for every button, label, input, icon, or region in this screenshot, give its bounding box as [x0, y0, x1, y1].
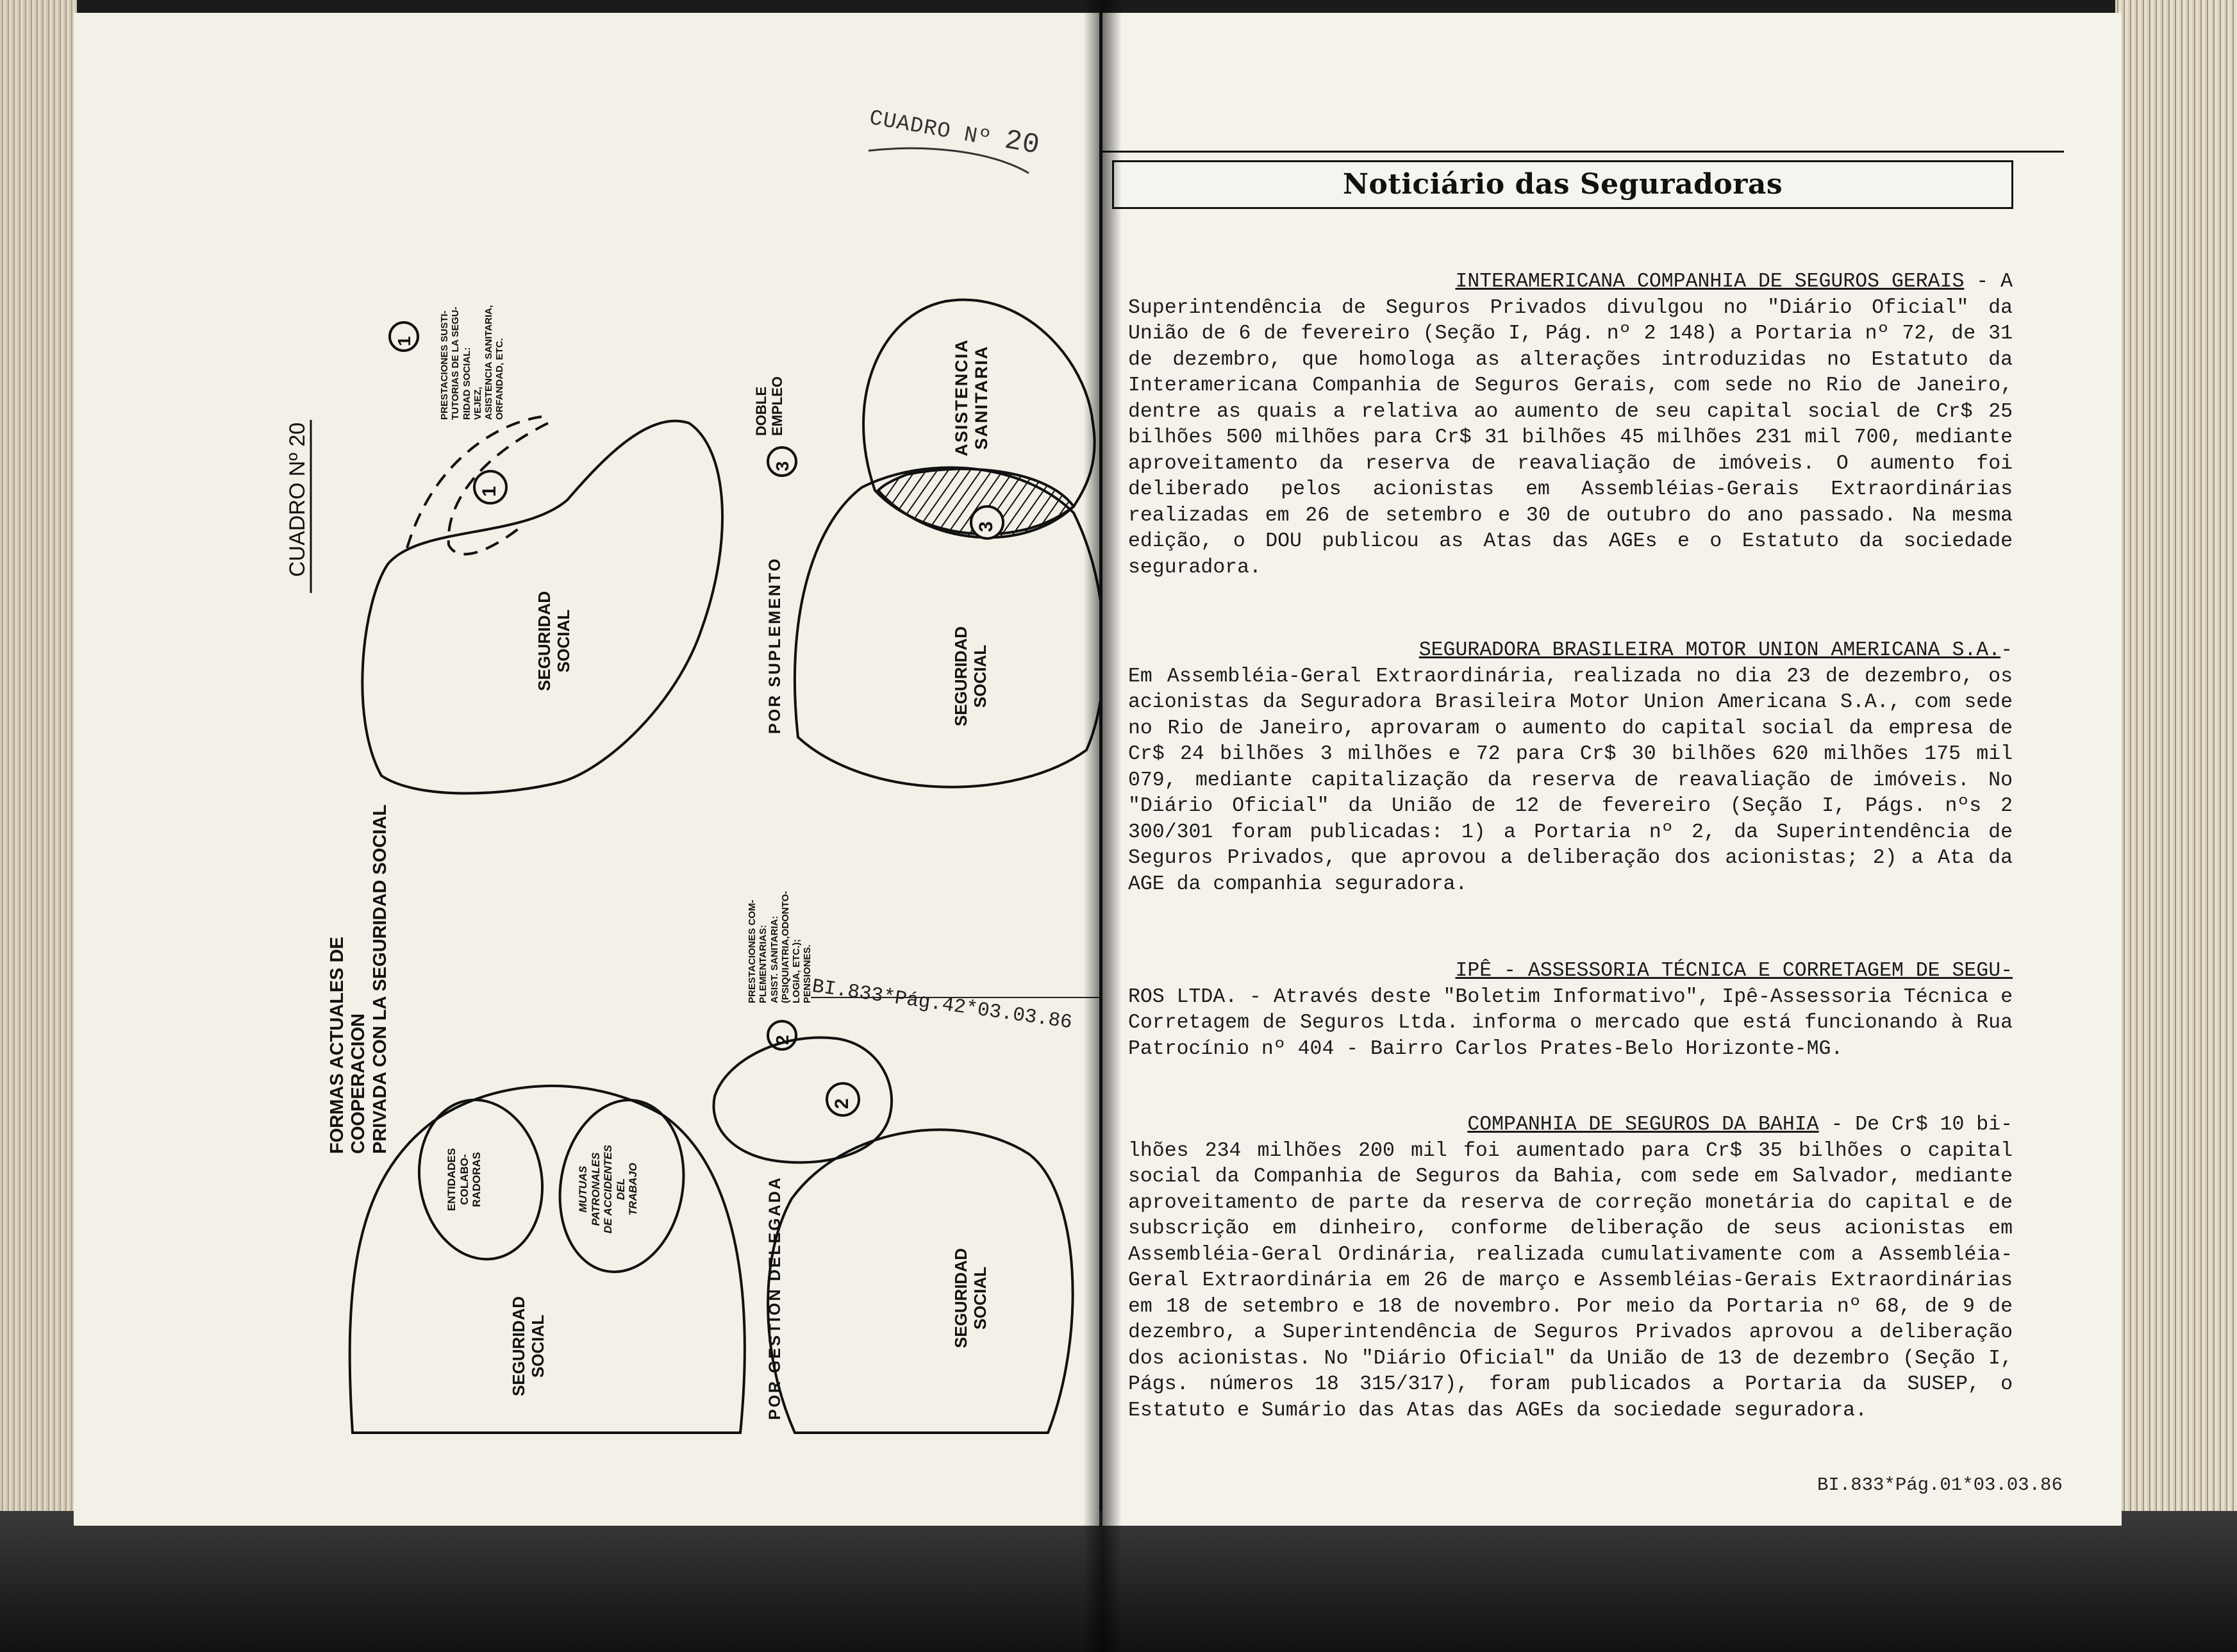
- title-line-2: PRIVADA CON LA SEGURIDAD SOCIAL: [369, 804, 390, 1154]
- article-interamericana: [1128, 269, 2013, 581]
- article-body: Em Assembléia-Geral Extraordinária, realizada no dia 23 de dezembro, os acionistas da Seguradora Brasileira Motor Union Americana S.A., com sede no Rio de Janeiro, aprovaram o aumento do capital social da empresa de Cr$ 24 bilhões 3 milhões e 72 para Cr$ 30 bilhões 620 milhões 175 mil 079, mediante capitalização da reserva de reavaliação de imóveis. No "Diário Oficial" da União de 12 de fevereiro (Seção I, Págs. nºs 2 300/301 foram publicadas: 1) a Portaria nº 2, da Superintendência de Seguros Privados, que aprovou a deliberação dos acionistas; 2) a Ata da AGE da companhia seguradora.: [1128, 665, 2013, 896]
- sustitutorias-cutout: [407, 417, 548, 554]
- article-body: Superintendência de Seguros Privados divulgou no "Diário Oficial" da União de 6 de fevereiro (Seção I, Pág. nº 2 148) a Portaria nº 72, de 31 de dezembro, que homologa as alterações introduzidas no Estatuto da Interamericana Companhia de Seguros Gerais, com sede no Rio de Janeiro, dentre as quais a relativa ao aumento de seu capital social de Cr$ 25 bilhões 500 milhões para Cr$ 31 bilhões 45 milhões 231 mil 700, mediante aproveitamento da reserva de reavaliação de imóveis. O aumento foi deliberado pelos acionistas em Assembléias-Gerais Extraordinárias realizadas em 26 de setembro e 30 de outubro do ano passado. Na mesma edição, o DOU publicou as Atas das AGEs e o Estatuto da sociedade seguradora.: [1128, 296, 2013, 579]
- section-gestion-delegada: POR GESTION DELEGADA: [766, 1176, 784, 1420]
- banner-rule: [1102, 151, 2064, 153]
- article-body: ROS LTDA. - Através deste "Boletim Informativo", Ipê-Assessoria Técnica e Corretagem de Seguros Ltda. informa o mercado que está funcionando à Rua Patrocínio nº 404 - Bairro Carlos Prates-Belo Horizonte-MG.: [1128, 985, 2013, 1060]
- footer-right: BI.833*Pág.01*03.03.86: [1817, 1474, 2063, 1496]
- footer-left: BI.833*Pág.42*03.03.86: [810, 975, 1074, 1035]
- label-entidades: ENTIDADES COLABO- RADORAS: [445, 1147, 483, 1212]
- label-seguridad-social-1: SEGURIDAD SOCIAL: [509, 1296, 547, 1397]
- section-doble-empleo: DOBLE EMPLEO: [753, 376, 786, 436]
- article-heading: INTERAMERICANA COMPANHIA DE SEGUROS GERAIS - A: [1455, 271, 2013, 293]
- note-prestaciones-sustitutorias: PRESTACIONES SUSTI- TUTORIAS DE LA SEGU- RIDAD SOCIAL: VEJEZ, ASISTENCIA SANITARIA, ORFANDAD, ETC.: [439, 305, 506, 420]
- circle-2-number: 2: [831, 1098, 852, 1109]
- book-gutter: [1083, 0, 1122, 1652]
- circle-2-note-number: 2: [772, 1035, 792, 1045]
- circle-3-note-number: 3: [772, 461, 792, 471]
- label-seguridad-social-2: SEGURIDAD SOCIAL: [951, 1248, 990, 1349]
- banner-title: Noticiário das Seguradoras: [1342, 168, 1783, 201]
- article-body: lhões 234 milhões 200 mil foi aumentado para Cr$ 35 bilhões o capital social da Companhia de Seguros da Bahia, com sede em Salvador, mediante aproveitamento de parte da reserva de correção monetária do capital e de subscrição em dinheiro, conforme deliberação de seus acionistas em Assembléia-Geral Ordinária, realizada cumulativamente com a Assembléia-Geral Extraordinária em 26 de março e Assembléias-Gerais Extraordinárias em 18 de setembro e 18 de novembro. Por meio da Portaria nº 68, de 9 de dezembro, a Superintendência de Seguros Privados aprovou a deliberação dos acionistas. No "Diário Oficial" da União de 13 de dezembro (Seção I, Págs. números 18 315/317), foram publicados a Portaria da SUSEP, o Estatuto e Sumário das Atas das AGEs da sociedade seguradora.: [1128, 1139, 2013, 1422]
- cuadro-top-text: CUADRO Nº: [867, 106, 994, 152]
- label-seguridad-social-4: SEGURIDAD SOCIAL: [951, 626, 990, 727]
- section-banner: [1112, 160, 2013, 209]
- note-prestaciones-complementarias: PRESTACIONES COM- PLEMENTARIAS: ASIST. SANITARIA: (PSIQUIATRIA,ODONTO- LOGIA, ETC.); PENSIONES.: [747, 890, 813, 1003]
- title-line-1: FORMAS ACTUALES DE COOPERACION: [327, 937, 369, 1154]
- cuadro-label: CUADRO Nº 20: [285, 422, 310, 577]
- cuadro-top-number: 20: [1002, 124, 1043, 162]
- book-edge-left: [0, 0, 77, 1652]
- left-page: [74, 13, 1099, 1526]
- circle-3-number: 3: [976, 521, 997, 532]
- book-edge-right: [2115, 0, 2237, 1652]
- diagram-title: [327, 795, 391, 1154]
- article-motor-union: [1128, 638, 2013, 897]
- article-ipe: [1128, 958, 2013, 1062]
- circle-1-note-number: 1: [394, 336, 414, 346]
- article-heading: SEGURADORA BRASILEIRA MOTOR UNION AMERICANA S.A.-: [1418, 639, 2013, 662]
- section-suplemento: POR SUPLEMENTO: [766, 556, 784, 734]
- label-seguridad-social-3: SEGURIDAD SOCIAL: [535, 591, 573, 692]
- label-asistencia-sanitaria: ASISTENCIA SANITARIA: [952, 338, 992, 456]
- article-heading: IPÊ - ASSESSORIA TÉCNICA E CORRETAGEM DE SEGU-: [1455, 960, 2013, 982]
- right-page: [1102, 13, 2122, 1526]
- label-mutuas: MUTUAS PATRONALES DE ACCIDENTES DEL TRABAJO: [577, 1144, 640, 1234]
- article-heading: COMPANHIA DE SEGUROS DA BAHIA - De Cr$ 10 bi-: [1467, 1114, 2013, 1136]
- seguridad-social-blob-2: [768, 1130, 1072, 1433]
- article-bahia: [1128, 1112, 2013, 1424]
- cooperation-diagram: [74, 13, 1099, 1526]
- circle-1-number: 1: [479, 486, 500, 497]
